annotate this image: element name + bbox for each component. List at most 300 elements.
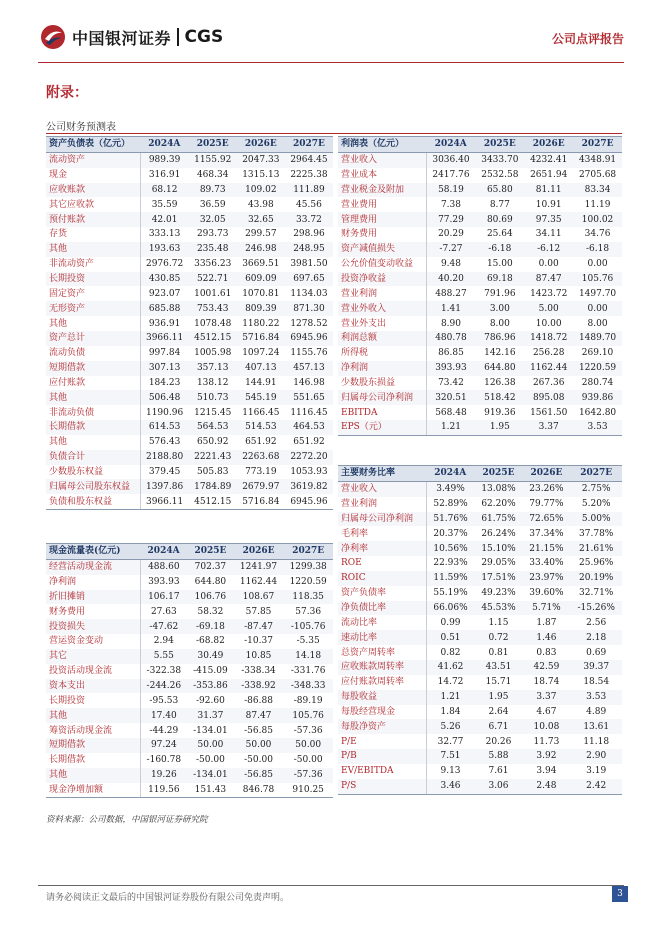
- cell-value: -134.01: [187, 723, 234, 738]
- cell-value: -57.36: [283, 723, 333, 738]
- cell-value: 464.53: [285, 420, 333, 435]
- table-row: [338, 257, 622, 272]
- cell-value: 518.42: [475, 390, 524, 405]
- cell-value: 0.51: [426, 630, 475, 645]
- year-header: 2024A: [140, 544, 187, 560]
- cell-value: -92.60: [187, 693, 234, 708]
- row-label: 其他: [46, 435, 140, 450]
- row-label: 预付账款: [46, 212, 140, 227]
- cell-value: 3669.51: [237, 257, 285, 272]
- cgs-logo-icon: [40, 24, 66, 50]
- table-row: [338, 645, 622, 660]
- row-label: 非流动负债: [46, 405, 140, 420]
- cell-value: 17.40: [140, 708, 187, 723]
- cell-value: 3.37: [524, 420, 573, 435]
- cell-value: 1299.38: [283, 559, 333, 574]
- cell-value: 3.94: [522, 764, 570, 779]
- table-row: [46, 738, 333, 753]
- row-label: 应收账款: [46, 183, 140, 198]
- row-label: 所得税: [338, 346, 426, 361]
- table-row: [46, 257, 333, 272]
- cell-value: -160.78: [140, 753, 187, 768]
- cell-value: 77.29: [426, 212, 475, 227]
- cell-value: 32.05: [189, 212, 237, 227]
- cell-value: 564.53: [189, 420, 237, 435]
- cell-value: -331.76: [283, 664, 333, 679]
- cell-value: 936.91: [140, 316, 189, 331]
- cell-value: 2272.20: [285, 450, 333, 465]
- cell-value: 87.47: [234, 708, 284, 723]
- table-header-row: [46, 544, 333, 560]
- cell-value: -105.76: [283, 619, 333, 634]
- cell-value: -5.35: [283, 634, 333, 649]
- cell-value: 13.61: [570, 719, 622, 734]
- cell-value: 3433.70: [475, 152, 524, 167]
- cell-value: 1397.86: [140, 479, 189, 494]
- table-row: [338, 331, 622, 346]
- cell-value: 34.76: [573, 227, 622, 242]
- cell-value: 457.13: [285, 361, 333, 376]
- cell-value: 87.47: [524, 272, 573, 287]
- table-row: [46, 168, 333, 183]
- cell-value: 89.73: [189, 183, 237, 198]
- cell-value: 3981.50: [285, 257, 333, 272]
- cell-value: 1.21: [426, 420, 475, 435]
- table-row: [338, 526, 622, 541]
- cell-value: 72.65%: [522, 512, 570, 527]
- row-label: EBITDA: [338, 405, 426, 420]
- table-row: [338, 705, 622, 720]
- cell-value: 73.42: [426, 376, 475, 391]
- cell-value: 106.76: [187, 590, 234, 605]
- table-title: 现金流量表(亿元): [46, 544, 140, 560]
- cell-value: 10.08: [522, 719, 570, 734]
- row-label: 毛利率: [338, 526, 426, 541]
- cell-value: 773.19: [237, 465, 285, 480]
- row-label: ROIC: [338, 571, 426, 586]
- cell-value: -89.19: [283, 693, 333, 708]
- cell-value: 19.26: [140, 768, 187, 783]
- row-label: 经营活动现金流: [46, 559, 140, 574]
- cell-value: 1162.44: [524, 361, 573, 376]
- cell-value: 1489.70: [573, 331, 622, 346]
- row-label: 总资产周转率: [338, 645, 426, 660]
- cell-value: 246.98: [237, 242, 285, 257]
- row-label: 营业成本: [338, 168, 426, 183]
- row-label: 流动比率: [338, 615, 426, 630]
- table-title: 资产负债表（亿元）: [46, 137, 140, 153]
- cell-value: 2705.68: [573, 168, 622, 183]
- year-header: 2025E: [189, 137, 237, 153]
- cell-value: 33.40%: [522, 556, 570, 571]
- cell-value: 18.74: [522, 675, 570, 690]
- cell-value: 4512.15: [189, 331, 237, 346]
- row-label: 每股经营现金: [338, 705, 426, 720]
- row-label: 其他: [46, 708, 140, 723]
- table-row: [338, 571, 622, 586]
- row-label: 净利润: [338, 361, 426, 376]
- cell-value: 30.49: [187, 649, 234, 664]
- cell-value: 256.28: [524, 346, 573, 361]
- financial-ratios-table: [338, 465, 622, 795]
- cell-value: 29.05%: [475, 556, 523, 571]
- cell-value: 45.53%: [475, 601, 523, 616]
- table-row: [46, 723, 333, 738]
- table-row: [46, 212, 333, 227]
- cell-value: 184.23: [140, 376, 189, 391]
- cell-value: 18.54: [570, 675, 622, 690]
- cell-value: 568.48: [426, 405, 475, 420]
- cell-value: -322.38: [140, 664, 187, 679]
- cell-value: 2651.94: [524, 168, 573, 183]
- table-row: [338, 286, 622, 301]
- cell-value: 25.96%: [570, 556, 622, 571]
- cell-value: 1155.92: [189, 152, 237, 167]
- cell-value: 1070.81: [237, 286, 285, 301]
- table-row: [46, 361, 333, 376]
- header-divider: [38, 62, 624, 63]
- cell-value: 81.11: [524, 183, 573, 198]
- row-label: P/B: [338, 749, 426, 764]
- table-row: [338, 390, 622, 405]
- table-row: [338, 660, 622, 675]
- table-row: [338, 183, 622, 198]
- row-label: 营运资金变动: [46, 634, 140, 649]
- cell-value: 6945.96: [285, 494, 333, 509]
- table-row: [338, 481, 622, 496]
- cell-value: 280.74: [573, 376, 622, 391]
- cell-value: 1241.97: [234, 559, 284, 574]
- row-label: 营业收入: [338, 481, 426, 496]
- cell-value: 8.77: [475, 197, 524, 212]
- cell-value: 3.53: [573, 420, 622, 435]
- row-label: 营业外支出: [338, 316, 426, 331]
- table-row: [46, 619, 333, 634]
- cell-value: 3.06: [475, 779, 523, 794]
- table-row: [338, 779, 622, 794]
- cell-value: 393.93: [426, 361, 475, 376]
- year-header: 2025E: [475, 137, 524, 153]
- cell-value: 2532.58: [475, 168, 524, 183]
- cell-value: -50.00: [283, 753, 333, 768]
- cell-value: 514.53: [237, 420, 285, 435]
- cell-value: 144.91: [237, 376, 285, 391]
- cell-value: 2221.43: [189, 450, 237, 465]
- year-header: 2024A: [426, 137, 475, 153]
- row-label: 其它应收款: [46, 197, 140, 212]
- cell-value: -87.47: [234, 619, 284, 634]
- cell-value: 2.56: [570, 615, 622, 630]
- row-label: 营业外收入: [338, 301, 426, 316]
- row-label: 负债合计: [46, 450, 140, 465]
- cell-value: -338.92: [234, 679, 284, 694]
- cell-value: 21.15%: [522, 541, 570, 556]
- table-row: [46, 634, 333, 649]
- table-header-row: [338, 137, 622, 153]
- table-row: [46, 768, 333, 783]
- cell-value: 3.37: [522, 690, 570, 705]
- table-row: [46, 679, 333, 694]
- cell-value: 10.00: [524, 316, 573, 331]
- cell-value: -95.53: [140, 693, 187, 708]
- cell-value: 1.41: [426, 301, 475, 316]
- cell-value: 106.17: [140, 590, 187, 605]
- table-row: [338, 749, 622, 764]
- cell-value: 3036.40: [426, 152, 475, 167]
- cell-value: 651.92: [285, 435, 333, 450]
- cell-value: 1561.50: [524, 405, 573, 420]
- row-label: 折旧摊销: [46, 590, 140, 605]
- table-row: [338, 556, 622, 571]
- cell-value: 0.83: [522, 645, 570, 660]
- cell-value: 55.19%: [426, 586, 475, 601]
- cell-value: 2.90: [570, 749, 622, 764]
- cell-value: 50.00: [187, 738, 234, 753]
- cell-value: -86.88: [234, 693, 284, 708]
- cell-value: 4232.41: [524, 152, 573, 167]
- cell-value: 1.15: [475, 615, 523, 630]
- cell-value: 3.00: [475, 301, 524, 316]
- cell-value: 2.48: [522, 779, 570, 794]
- table-row: [46, 405, 333, 420]
- row-label: 筹资活动现金流: [46, 723, 140, 738]
- section-divider: [46, 133, 622, 134]
- cell-value: 3966.11: [140, 331, 189, 346]
- table-row: [338, 630, 622, 645]
- row-label: 投资损失: [46, 619, 140, 634]
- cell-value: 1.95: [475, 420, 524, 435]
- cell-value: 37.78%: [570, 526, 622, 541]
- cell-value: 80.69: [475, 212, 524, 227]
- year-header: 2026E: [237, 137, 285, 153]
- row-label: 速动比率: [338, 630, 426, 645]
- row-label: 营业费用: [338, 197, 426, 212]
- cell-value: 50.00: [283, 738, 333, 753]
- cell-value: 1.84: [426, 705, 475, 720]
- table-row: [338, 497, 622, 512]
- table-row: [46, 664, 333, 679]
- row-label: 归属母公司净利润: [338, 390, 426, 405]
- cell-value: 2.42: [570, 779, 622, 794]
- cell-value: 5.00: [524, 301, 573, 316]
- cell-value: 510.73: [189, 390, 237, 405]
- table-row: [338, 346, 622, 361]
- table-row: [46, 649, 333, 664]
- cell-value: 11.18: [570, 734, 622, 749]
- cell-value: 62.20%: [475, 497, 523, 512]
- cell-value: 430.85: [140, 272, 189, 287]
- cell-value: 846.78: [234, 783, 284, 798]
- row-label: 利润总额: [338, 331, 426, 346]
- row-label: 净利率: [338, 541, 426, 556]
- cell-value: 105.76: [573, 272, 622, 287]
- cell-value: 685.88: [140, 301, 189, 316]
- row-label: 应付账款: [46, 376, 140, 391]
- cell-value: 0.82: [426, 645, 475, 660]
- cell-value: 15.10%: [475, 541, 523, 556]
- row-label: 现金: [46, 168, 140, 183]
- cell-value: 809.39: [237, 301, 285, 316]
- cell-value: 1180.22: [237, 316, 285, 331]
- cell-value: 5.20%: [570, 497, 622, 512]
- table-row: [46, 450, 333, 465]
- cell-value: 650.92: [189, 435, 237, 450]
- cell-value: 108.67: [234, 590, 284, 605]
- cell-value: -56.85: [234, 723, 284, 738]
- year-header: 2027E: [283, 544, 333, 560]
- cell-value: 109.02: [237, 183, 285, 198]
- cell-value: 1.87: [522, 615, 570, 630]
- appendix-heading: 附录：: [46, 85, 88, 101]
- cell-value: 32.65: [237, 212, 285, 227]
- row-label: EV/EBITDA: [338, 764, 426, 779]
- cell-value: 480.78: [426, 331, 475, 346]
- row-label: 资产减值损失: [338, 242, 426, 257]
- row-label: 现金净增加额: [46, 783, 140, 798]
- cell-value: 2976.72: [140, 257, 189, 272]
- table-row: [338, 405, 622, 420]
- cell-value: -6.18: [573, 242, 622, 257]
- logo-chinese-name: 中国银河证券: [72, 28, 172, 48]
- table-row: [46, 559, 333, 574]
- row-label: 资产总计: [46, 331, 140, 346]
- cell-value: 1423.72: [524, 286, 573, 301]
- cell-value: 9.13: [426, 764, 475, 779]
- cell-value: 11.59%: [426, 571, 475, 586]
- logo-english-name: CGS: [184, 27, 224, 47]
- cell-value: 66.06%: [426, 601, 475, 616]
- cell-value: 100.02: [573, 212, 622, 227]
- year-header: 2027E: [285, 137, 333, 153]
- table-row: [46, 590, 333, 605]
- cell-value: 4512.15: [189, 494, 237, 509]
- table-row: [46, 420, 333, 435]
- cell-value: 43.98: [237, 197, 285, 212]
- cell-value: 193.63: [140, 242, 189, 257]
- cell-value: 13.08%: [475, 481, 523, 496]
- cell-value: 15.71: [475, 675, 523, 690]
- cell-value: 119.56: [140, 783, 187, 798]
- cell-value: 505.83: [189, 465, 237, 480]
- cell-value: 10.85: [234, 649, 284, 664]
- row-label: 流动负债: [46, 346, 140, 361]
- cell-value: 1190.96: [140, 405, 189, 420]
- cell-value: 25.64: [475, 227, 524, 242]
- table-row: [46, 183, 333, 198]
- row-label: 营业收入: [338, 152, 426, 167]
- cell-value: 910.25: [283, 783, 333, 798]
- cell-value: 9.48: [426, 257, 475, 272]
- table-row: [46, 272, 333, 287]
- cell-value: 1315.13: [237, 168, 285, 183]
- cell-value: 576.43: [140, 435, 189, 450]
- table-header-row: [46, 137, 333, 153]
- cell-value: 235.48: [189, 242, 237, 257]
- year-header: 2024A: [426, 466, 475, 482]
- row-label: 净负债比率: [338, 601, 426, 616]
- cell-value: 2.64: [475, 705, 523, 720]
- cell-value: 4.67: [522, 705, 570, 720]
- cell-value: 786.96: [475, 331, 524, 346]
- row-label: 应付账款周转率: [338, 675, 426, 690]
- cell-value: 2263.68: [237, 450, 285, 465]
- cell-value: 4348.91: [573, 152, 622, 167]
- cell-value: 488.27: [426, 286, 475, 301]
- cell-value: 58.19: [426, 183, 475, 198]
- table-row: [338, 420, 622, 435]
- cell-value: 97.35: [524, 212, 573, 227]
- cell-value: -244.26: [140, 679, 187, 694]
- cell-value: 3.49%: [426, 481, 475, 496]
- cell-value: 1162.44: [234, 575, 284, 590]
- cell-value: 6945.96: [285, 331, 333, 346]
- page-number-badge: 3: [612, 886, 628, 902]
- table-row: [46, 390, 333, 405]
- cell-value: 49.23%: [475, 586, 523, 601]
- cell-value: 6.71: [475, 719, 523, 734]
- row-label: EPS（元）: [338, 420, 426, 435]
- table-row: [338, 586, 622, 601]
- cell-value: 7.38: [426, 197, 475, 212]
- cell-value: 34.11: [524, 227, 573, 242]
- row-label: 投资活动现金流: [46, 664, 140, 679]
- table-row: [338, 675, 622, 690]
- cell-value: -10.37: [234, 634, 284, 649]
- table-row: [338, 541, 622, 556]
- cell-value: 393.93: [140, 575, 187, 590]
- cell-value: 248.95: [285, 242, 333, 257]
- cell-value: 20.26: [475, 734, 523, 749]
- row-label: 每股净资产: [338, 719, 426, 734]
- cell-value: 40.20: [426, 272, 475, 287]
- cell-value: 293.73: [189, 227, 237, 242]
- cell-value: 118.35: [283, 590, 333, 605]
- cell-value: 37.34%: [522, 526, 570, 541]
- row-label: 其它: [46, 649, 140, 664]
- cell-value: 895.08: [524, 390, 573, 405]
- year-header: 2025E: [187, 544, 234, 560]
- company-logo: [40, 23, 223, 51]
- cell-value: 2.75%: [570, 481, 622, 496]
- cell-value: 8.90: [426, 316, 475, 331]
- cell-value: 2679.97: [237, 479, 285, 494]
- cell-value: 97.24: [140, 738, 187, 753]
- cell-value: 551.65: [285, 390, 333, 405]
- cell-value: 3619.82: [285, 479, 333, 494]
- cell-value: 39.37: [570, 660, 622, 675]
- cell-value: 15.00: [475, 257, 524, 272]
- cell-value: 379.45: [140, 465, 189, 480]
- table-row: [338, 301, 622, 316]
- cell-value: 753.43: [189, 301, 237, 316]
- cell-value: 307.13: [140, 361, 189, 376]
- year-header: 2026E: [522, 466, 570, 482]
- cell-value: 105.76: [283, 708, 333, 723]
- table-row: [46, 286, 333, 301]
- table-row: [338, 615, 622, 630]
- cell-value: 1418.72: [524, 331, 573, 346]
- table-row: [46, 783, 333, 798]
- cell-value: 126.38: [475, 376, 524, 391]
- cell-value: -56.85: [234, 768, 284, 783]
- cell-value: 79.77%: [522, 497, 570, 512]
- cell-value: 1220.59: [283, 575, 333, 590]
- cell-value: 14.18: [283, 649, 333, 664]
- cell-value: -348.33: [283, 679, 333, 694]
- cell-value: 23.97%: [522, 571, 570, 586]
- cell-value: 61.75%: [475, 512, 523, 527]
- table-row: [338, 152, 622, 167]
